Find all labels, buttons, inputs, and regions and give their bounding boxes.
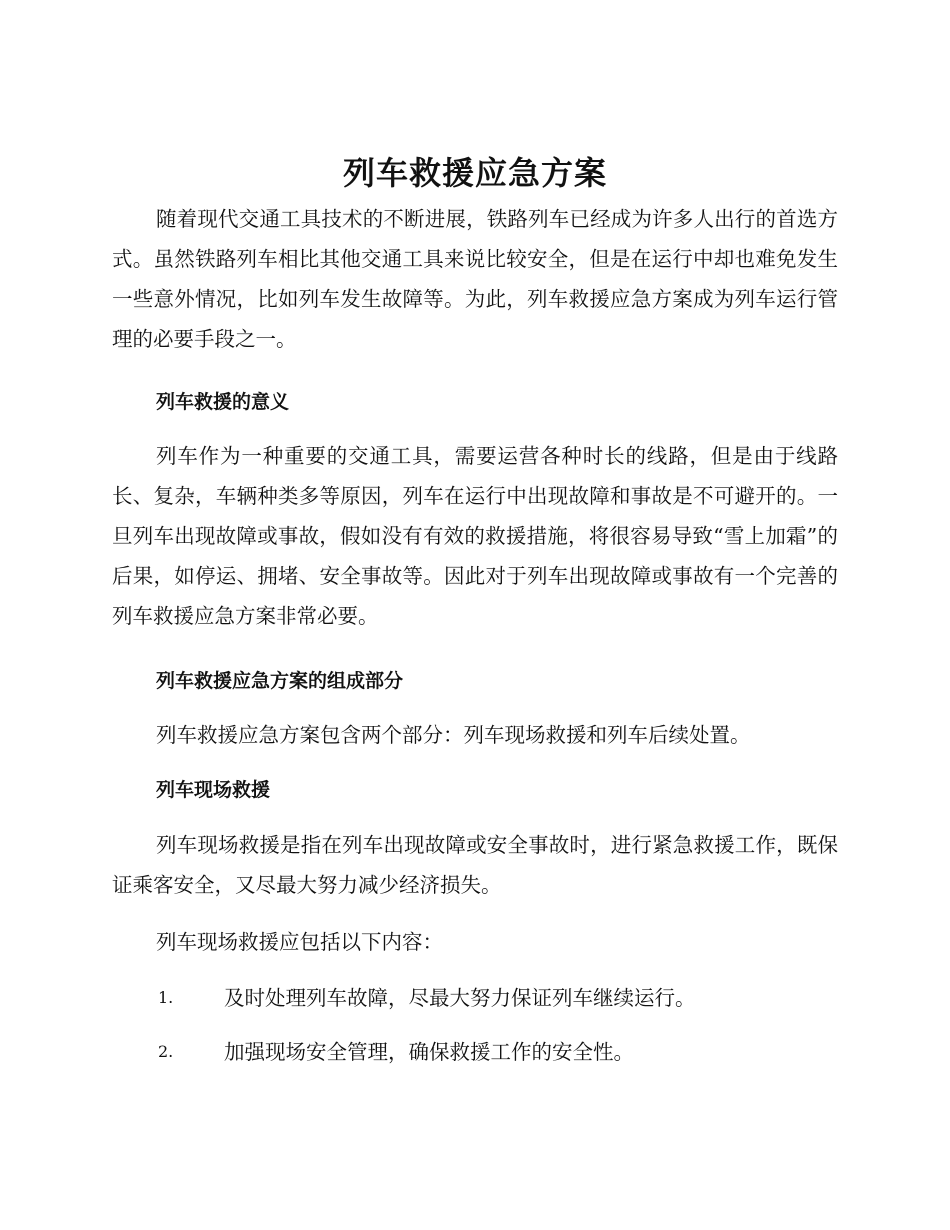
section-heading-significance: 列车救援的意义 [156,391,290,413]
list-item-text: 加强现场安全管理，确保救援工作的安全性。 [224,1040,634,1064]
section-body-components: 列车救援应急方案包含两个部分：列车现场救援和列车后续处置。 [156,723,751,747]
section-body-onsite-rescue: 列车现场救援是指在列车出现故障或安全事故时，进行紧急救援工作，既保证乘客安全，又尽最大努力减少经济损失。 [112,833,838,897]
list-item-number: 2. [158,1042,174,1061]
intro-paragraph: 随着现代交通工具技术的不断进展，铁路列车已经成为许多人出行的首选方式。虽然铁路列车相比其他交通工具来说比较安全，但是在运行中却也难免发生一些意外情况，比如列车发生故障等。为此，列车救援应急方案成为列车运行管理的必要手段之一。 [112,207,838,351]
list-item-text: 及时处理列车故障，尽最大努力保证列车继续运行。 [224,986,696,1010]
section-heading-onsite-rescue: 列车现场救援 [156,779,271,801]
list-intro: 列车现场救援应包括以下内容： [156,930,443,954]
section-body-significance: 列车作为一种重要的交通工具，需要运营各种时长的线路，但是由于线路长、复杂，车辆种类多等原因，列车在运行中出现故障和事故是不可避开的。一旦列车出现故障或事故，假如没有有效的救援措施，将很容易导致“雪上加霜”的后果，如停运、拥堵、安全事故等。因此对于列车出现故障或事故有一个完善的列车救援应急方案非常必要。 [112,444,838,628]
document-title: 列车救援应急方案 [342,154,607,192]
section-heading-components: 列车救援应急方案的组成部分 [156,670,404,692]
list-item-number: 1. [158,988,174,1007]
